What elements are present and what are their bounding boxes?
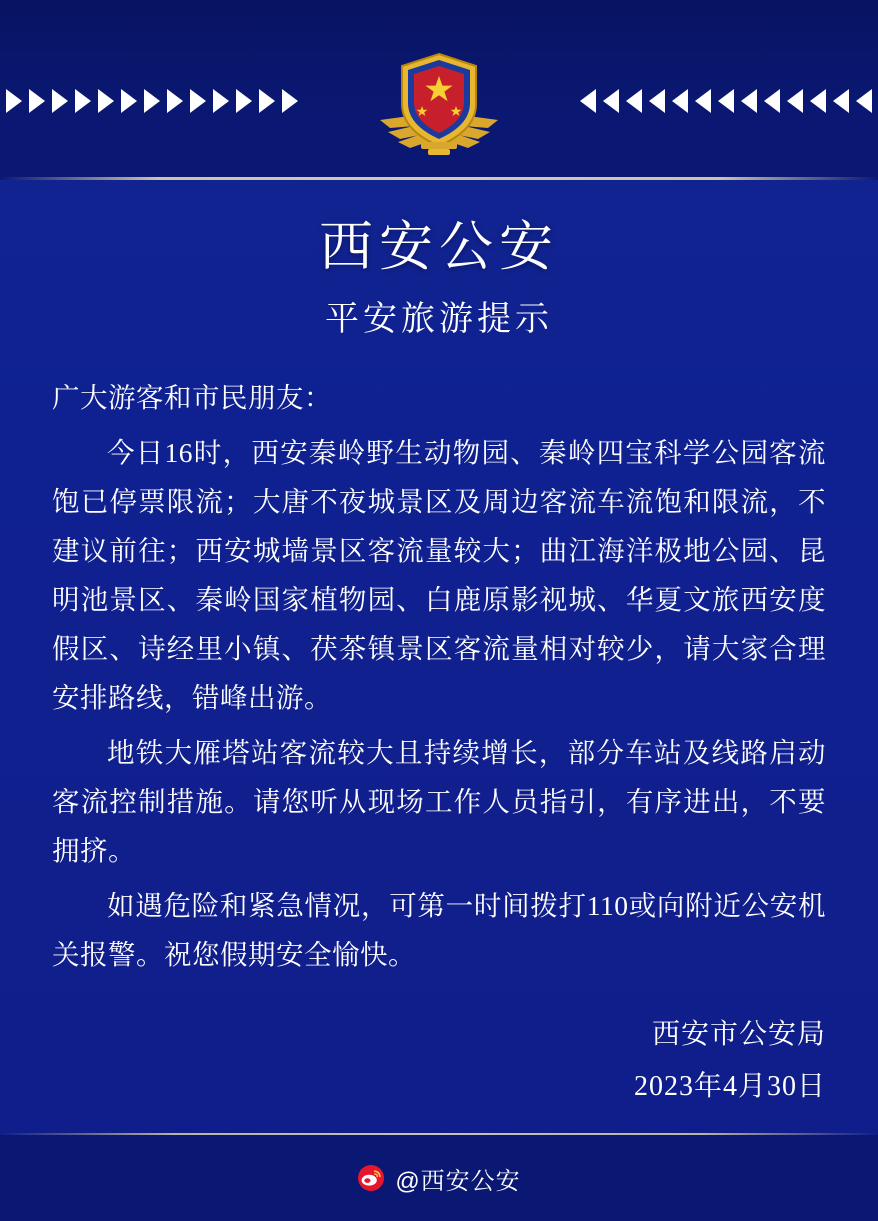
chevron-right-icon — [603, 89, 619, 113]
chevron-right-icon — [695, 89, 711, 113]
chevron-right-icon — [213, 89, 229, 113]
notice-body — [52, 374, 826, 979]
chevron-right-icon — [259, 89, 275, 113]
chevron-right-icon — [626, 89, 642, 113]
chevron-right-icon — [672, 89, 688, 113]
title-block — [0, 218, 878, 340]
chevron-right-icon — [580, 89, 596, 113]
chevron-right-icon — [29, 89, 45, 113]
chevron-right-icon — [75, 89, 91, 113]
weibo-account-label[interactable]: @西安公安 — [395, 1167, 521, 1195]
issue-date: 2023年4月30日 — [633, 1071, 826, 1103]
chevron-right-icon — [856, 89, 872, 113]
chevron-right-icon — [236, 89, 252, 113]
signature-block — [0, 1010, 826, 1113]
chevron-right-icon — [787, 89, 803, 113]
chevron-right-icon — [718, 89, 734, 113]
chevron-strip-left — [6, 84, 366, 118]
notice-paragraph-3: 如遇危险和紧急情况，可第一时间拨打110或向附近公安机关报警。祝您假期安全愉快。 — [52, 889, 826, 970]
notice-paragraph-1: 今日16时，西安秦岭野生动物园、秦岭四宝科学公园客流饱已停票限流；大唐不夜城景区及周边客流车流饱和限流，不建议前往；西安城墙景区客流量较大；曲江海洋极地公园、昆明池景区、秦岭国家植物园、白鹿原影视城、华夏文旅西安度假区、诗经里小镇、茯茶镇景区客流量相对较少，请大家合理安排路线，错峰出游。 — [52, 437, 826, 714]
chevron-right-icon — [144, 89, 160, 113]
salutation-text: 广大游客和市民朋友： — [52, 382, 332, 414]
page-title: 西安公安 — [319, 217, 559, 277]
weibo-icon — [357, 1164, 385, 1192]
chevron-right-icon — [649, 89, 665, 113]
chevron-right-icon — [764, 89, 780, 113]
chevron-right-icon — [741, 89, 757, 113]
chevron-right-icon — [98, 89, 114, 113]
chevron-right-icon — [6, 89, 22, 113]
chevron-right-icon — [810, 89, 826, 113]
chevron-right-icon — [833, 89, 849, 113]
footer-bar — [0, 1135, 878, 1221]
chevron-right-icon — [282, 89, 298, 113]
chevron-right-icon — [190, 89, 206, 113]
issuing-organization: 西安市公安局 — [651, 1018, 826, 1050]
page-subtitle: 平安旅游提示 — [325, 301, 553, 339]
chevron-strip-right — [512, 84, 872, 118]
chevron-right-icon — [52, 89, 68, 113]
notice-paragraph-2: 地铁大雁塔站客流较大且持续增长，部分车站及线路启动客流控制措施。请您听从现场工作人员指引，有序进出，不要拥挤。 — [52, 736, 826, 866]
chevron-right-icon — [167, 89, 183, 113]
chevron-right-icon — [121, 89, 137, 113]
china-police-emblem-icon — [364, 46, 514, 166]
poster-header-banner — [0, 0, 878, 180]
